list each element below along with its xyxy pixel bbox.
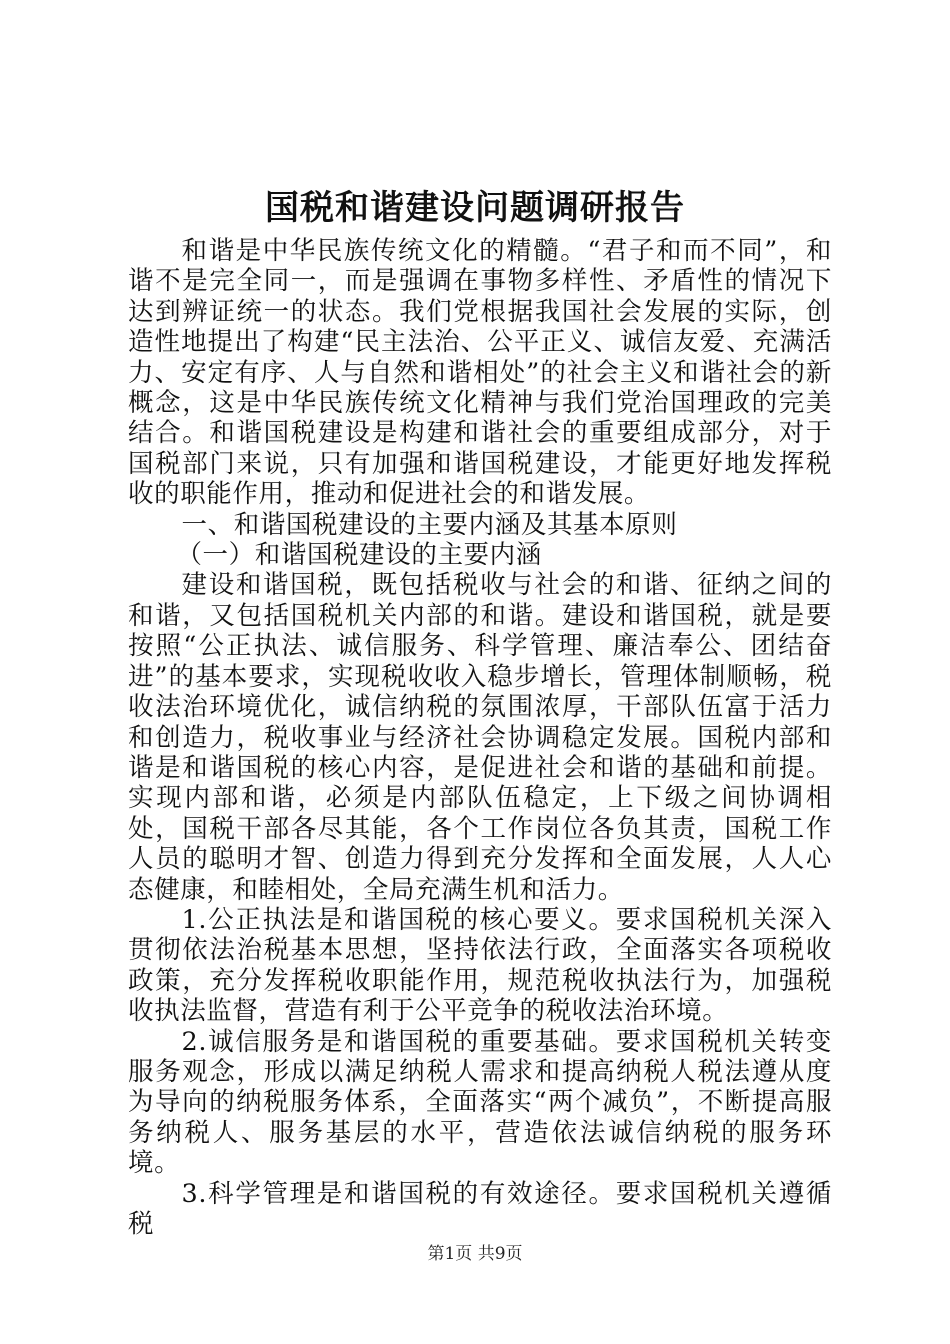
body-paragraph: 建设和谐国税，既包括税收与社会的和谐、征纳之间的和谐，又包括国税机关内部的和谐。建设和谐国税，就是要按照“公正执法、诚信服务、科学管理、廉洁奉公、团结奋进”的基本要求，实现税收收入稳步增长，管理体制顺畅，税收法治环境优化，诚信纳税的氛围浓厚，干部队伍富于活力和创造力，税收事业与经济社会协调稳定发展。国税内部和谐是和谐国税的核心内容，是促进社会和谐的基础和前提。实现内部和谐，必须是内部队伍稳定，上下级之间协调相处，国税干部各尽其能，各个工作岗位各负其责，国税工作人员的聪明才智、创造力得到充分发挥和全面发展，人人心态健康，和睦相处，全局充满生机和活力。 bbox=[128, 570, 832, 905]
document-body bbox=[128, 236, 832, 1239]
section-heading: 一、和谐国税建设的主要内涵及其基本原则 bbox=[181, 509, 678, 540]
list-item-paragraph: 2.诚信服务是和谐国税的重要基础。要求国税机关转变服务观念，形成以满足纳税人需求和提高纳税人税法遵从度为导向的纳税服务体系，全面落实“两个减负”，不断提高服务纳税人、服务基层的水平，营造依法诚信纳税的服务环境。 bbox=[128, 1026, 832, 1179]
list-item-paragraph: 3.科学管理是和谐国税的有效途径。要求国税机关遵循税 bbox=[128, 1178, 832, 1239]
list-item-paragraph: 1.公正执法是和谐国税的核心要义。要求国税机关深入贯彻依法治税基本思想，坚持依法行政，全面落实各项税收政策，充分发挥税收职能作用，规范税收执法行为，加强税收执法监督，营造有利于公平竞争的税收法治环境。 bbox=[128, 904, 832, 1027]
intro-paragraph: 和谐是中华民族传统文化的精髓。“君子和而不同”，和谐不是完全同一，而是强调在事物多样性、矛盾性的情况下达到辨证统一的状态。我们党根据我国社会发展的实际，创造性地提出了构建“民主法治、公平正义、诚信友爱、充满活力、安定有序、人与自然和谐相处”的社会主义和谐社会的新概念，这是中华民族传统文化精神与我们党治国理政的完美结合。和谐国税建设是构建和谐社会的重要组成部分，对于国税部门来说，只有加强和谐国税建设，才能更好地发挥税收的职能作用，推动和促进社会的和谐发展。 bbox=[128, 236, 832, 510]
subsection-heading: （一）和谐国税建设的主要内涵 bbox=[176, 540, 542, 571]
page-footer: 第1页 共9页 bbox=[427, 1244, 523, 1264]
document-title: 国税和谐建设问题调研报告 bbox=[265, 188, 685, 228]
